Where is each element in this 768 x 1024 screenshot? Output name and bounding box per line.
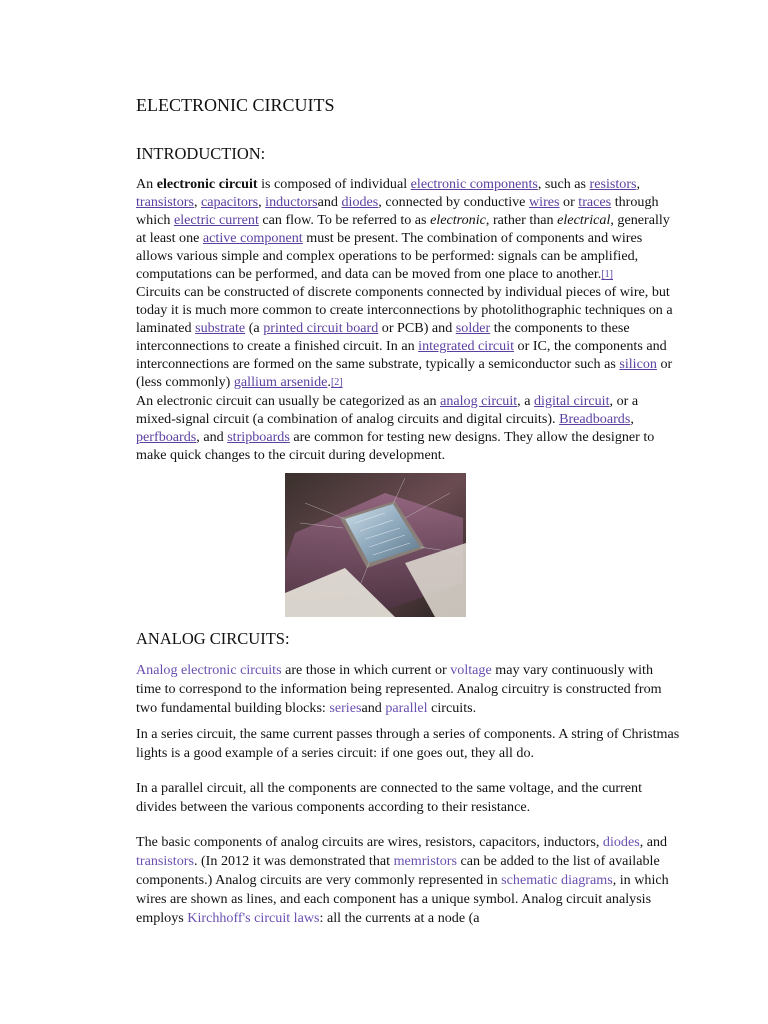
link-memristors[interactable]: memristors	[393, 852, 457, 869]
chip-photo-illustration	[285, 473, 466, 617]
link-integrated-circuit[interactable]: integrated circuit	[418, 338, 515, 355]
link-transistors[interactable]: transistors	[136, 193, 194, 210]
section-heading-analog-circuits: ANALOG CIRCUITS:	[136, 628, 290, 648]
link-gallium-arsenide[interactable]: gallium arsenide	[233, 373, 328, 390]
link-substrate[interactable]: substrate	[195, 320, 246, 337]
link-wires[interactable]: wires	[528, 193, 560, 210]
link-kirchhoffs-circuit-laws[interactable]: Kirchhoff's circuit laws	[187, 909, 320, 926]
analog-paragraph-2: In a series circuit, the same current passes through a series of components. A string of Christmas lights is a good example of a series circuit: if one goes out, they all do.	[136, 725, 680, 761]
intro-paragraph-3: An electronic circuit can usually be categorized as an analog circuit, a digital circuit, or a mixed-signal circuit (a combination of analog circuits and digital circuits). Breadboards, perfboards, and stripboards are common for testing new designs. They allow the designer to make quick changes to the circuit during development.	[136, 392, 655, 463]
link-voltage[interactable]: voltage	[450, 661, 492, 678]
link-series[interactable]: series	[329, 699, 362, 716]
link-printed-circuit-board[interactable]: printed circuit board	[263, 320, 379, 337]
link-breadboards[interactable]: Breadboards	[559, 410, 631, 427]
link-diodes-analog[interactable]: diodes	[602, 833, 640, 850]
intro-paragraph-1: An electronic circuit is composed of individual electronic components, such as resistors, transistors, capacitors, inductorsand diodes, connected by conductive wires or traces through which electric current can flow. To be referred to as electronic, rather than electrical, generally at least one active component must be present. The combination of components and wires allows various simple and complex operations to be performed: signals can be amplified, computations can be performed, and data can be moved from one place to another.[1]	[136, 176, 670, 282]
link-diodes[interactable]: diodes	[341, 193, 379, 210]
link-inductors[interactable]: inductors	[265, 193, 318, 210]
analog-paragraph-4: The basic components of analog circuits are wires, resistors, capacitors, inductors, diodes, and transistors. (In 2012 it was demonstrated that memristors can be added to the list of available components.) Analog circuits are very commonly represented in schematic diagrams, in which wires are shown as lines, and each component has a unique symbol. Analog circuit analysis employs Kirchhoff's circuit laws: all the currents at a node (a	[136, 833, 669, 926]
link-digital-circuit[interactable]: digital circuit	[533, 392, 610, 409]
term-electronic-circuit: electronic circuit	[156, 176, 258, 192]
document-content	[136, 94, 681, 928]
link-analog-electronic-circuits[interactable]: Analog electronic circuits	[136, 661, 282, 678]
link-traces[interactable]: traces	[578, 193, 612, 210]
link-transistors-analog[interactable]: transistors	[136, 852, 194, 869]
page-title: ELECTRONIC CIRCUITS	[136, 95, 335, 115]
link-analog-circuit[interactable]: analog circuit	[440, 392, 518, 409]
intro-paragraph-2: Circuits can be constructed of discrete components connected by individual pieces of wire, but today it is much more common to create interconnections by photolithographic techniques on a laminated substrate (a printed circuit board or PCB) and solder the components to these interconnections to create a finished circuit. In an integrated circuit or IC, the components and interconnections are formed on the same substrate, typically a semiconductor such as silicon or (less commonly) gallium arsenide.[2]	[136, 284, 673, 390]
reference-1[interactable]: [1]	[601, 268, 613, 280]
link-solder[interactable]: solder	[455, 320, 491, 337]
link-resistors[interactable]: resistors	[589, 176, 637, 192]
analog-paragraph-1: Analog electronic circuits are those in which current or voltage may vary continuously with time to correspond to the information being represented. Analog circuitry is constructed from two fundamental building blocks: seriesand parallel circuits.	[136, 661, 662, 716]
section-heading-introduction: INTRODUCTION:	[136, 144, 266, 163]
link-capacitors[interactable]: capacitors	[200, 193, 259, 210]
link-active-component[interactable]: active component	[202, 229, 303, 246]
link-silicon[interactable]: silicon	[619, 356, 657, 373]
link-perfboards[interactable]: perfboards	[136, 428, 197, 445]
link-electronic-components[interactable]: electronic components	[410, 176, 538, 192]
link-stripboards[interactable]: stripboards	[227, 428, 290, 445]
link-parallel[interactable]: parallel	[385, 699, 428, 716]
analog-paragraph-3: In a parallel circuit, all the components are connected to the same voltage, and the current divides between the various components according to their resistance.	[136, 779, 642, 815]
link-electric-current[interactable]: electric current	[173, 211, 259, 228]
link-schematic-diagrams[interactable]: schematic diagrams	[501, 871, 613, 888]
integrated-circuit-image	[285, 473, 466, 617]
reference-2[interactable]: [2]	[330, 376, 343, 388]
